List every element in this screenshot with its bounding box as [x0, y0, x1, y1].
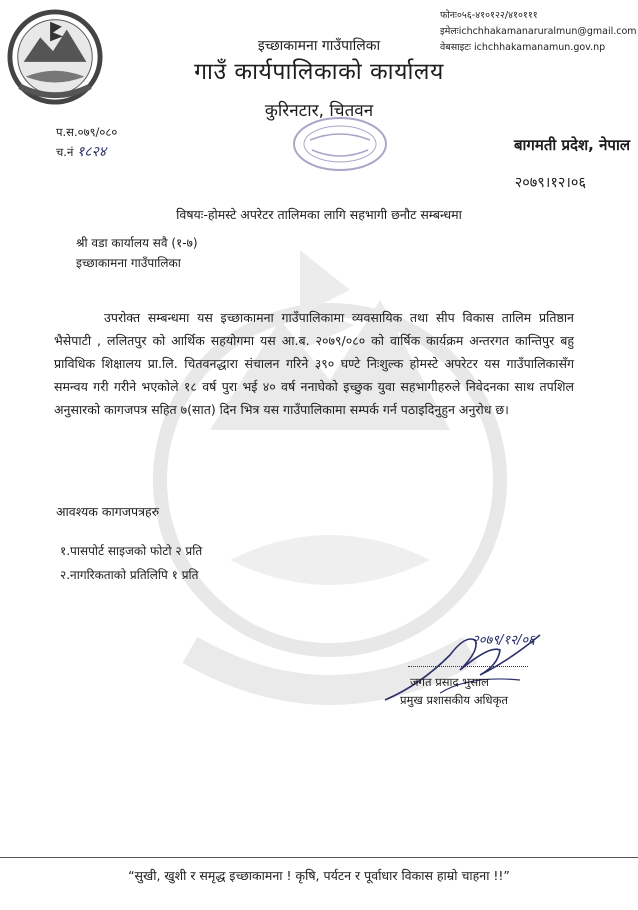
- signatory-title: प्रमुख प्रशासकीय अधिकृत: [400, 693, 508, 707]
- documents-heading: आवश्यक कागजपत्रहरु: [56, 504, 160, 519]
- document-item: १.पासपोर्ट साइजको फोटो २ प्रति: [60, 544, 203, 558]
- contact-website[interactable]: वेबसाइटः ichchhakamanamun.gov.np: [440, 42, 606, 53]
- footer-slogan: “सुखी, खुशी र समृद्ध इच्छाकामना ! कृषि, पर्यटन र पूर्वाधार विकास हाम्रो चाहना !!”: [128, 868, 510, 883]
- province-name: बागमती प्रदेश, नेपाल: [513, 136, 630, 154]
- signature-line: [408, 666, 528, 667]
- chalani-number-line: [56, 142, 106, 161]
- addressee-line-1: श्री वडा कार्यालय सवै (१-७): [76, 236, 198, 250]
- chalani-number: १८२४: [77, 144, 107, 160]
- document-item: २.नागरिकताको प्रतिलिपि १ प्रति: [60, 568, 199, 582]
- handwritten-date: २०७९/१२/०६: [472, 633, 535, 648]
- footer-divider: [0, 857, 638, 858]
- signatory-name: जगत प्रसाद भुसाल: [410, 675, 489, 689]
- letter-subject: विषयः-होमस्टे अपरेटर तालिमका लागि सहभागी छनौट सम्बन्धमा: [176, 207, 462, 222]
- letter-body: उपरोक्त सम्बन्धमा यस इच्छाकामना गाउँपालिकामा व्यवसायिक तथा सीप विकास तालिम प्रतिष्ठान भैसेपाटी , ललितपुर को आर्थिक सहयोगमा यस आ.ब. २०७९/०८० को वार्षिक कार्यक्रम अन्तरगत कान्तिपुर बहु प्राविधिक शिक्षालय प्रा.लि. चितवनद्धारा संचालन गरिने ३९० घण्टे निःशुल्क होमस्टे अपरेटर यस गाउँपालिकासँग समन्वय गरी गरीने भएकोले १८ वर्ष पुरा भई ४० वर्ष ननाघेको इच्छुक युवा सहभागीहरुले निवेदनका साथ तपशिल अनुसारको कागजपत्र सहित ७(सात) दिन भित्र यस गाउँपालिकामा सम्पर्क गर्न पठाइदिनुहुन अनुरोध छ।: [54, 310, 574, 417]
- municipality-name: इच्छाकामना गाउँपालिका: [257, 38, 381, 54]
- chalani-label: च.नं: [56, 145, 74, 159]
- office-title: गाउँ कार्यपालिकाको कार्यालय: [194, 59, 444, 85]
- office-address: कुरिनटार, चितवन: [264, 101, 374, 121]
- contact-phone: फोनः०५६-४१०१२२/४१०१११: [440, 10, 538, 21]
- letter-date: २०७९।१२।०६: [514, 175, 586, 191]
- office-seal-stamp: [290, 114, 390, 174]
- addressee-line-2: इच्छाकामना गाउँपालिका: [76, 256, 181, 270]
- contact-email[interactable]: इमेलःichchhakamanaruralmun@gmail.com: [440, 26, 637, 37]
- patra-sankhya: प.स.०७९/०८०: [56, 125, 118, 139]
- handwritten-signature: [380, 615, 560, 705]
